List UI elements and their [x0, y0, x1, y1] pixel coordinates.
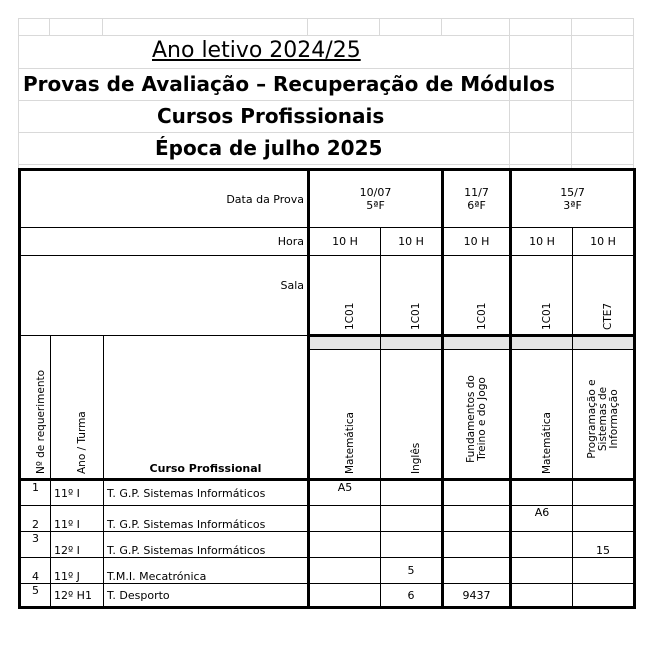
turma-cell: 11º J [51, 558, 104, 584]
spacer-cell [443, 336, 511, 350]
sala-text: 1C01 [541, 302, 554, 330]
grade-cell [309, 584, 381, 608]
table-row [20, 480, 635, 506]
grade-cell: 9437 [443, 584, 511, 608]
grade-cell [309, 506, 381, 532]
gridline [102, 18, 103, 35]
grade-cell: A5 [309, 480, 381, 506]
hora-cell: 10 H [443, 228, 511, 256]
disciplina-text: Programação e Sistemas de Informação [586, 379, 621, 459]
spacer-cell [511, 336, 573, 350]
turma-header [51, 336, 104, 480]
requerimento-label: Nº de requerimento [34, 369, 47, 474]
grade-cell [443, 480, 511, 506]
grade-cell [573, 506, 635, 532]
hora-cell: 10 H [573, 228, 635, 256]
grade-cell [573, 584, 635, 608]
date-1: 10/07 [359, 186, 392, 199]
date-cell-3 [511, 170, 635, 228]
hora-cell: 10 H [511, 228, 573, 256]
sala-cell [443, 256, 511, 336]
curso-header: Curso Profissional [104, 336, 309, 480]
disciplina-cell [443, 350, 511, 480]
disciplina-text: Fundamentos do Treino e do Jogo [464, 375, 488, 463]
grade-cell [381, 506, 443, 532]
sala-text: 1C01 [475, 302, 488, 330]
grade-cell [511, 480, 573, 506]
curso-cell: T. Desporto [104, 584, 309, 608]
sala-text: 1C01 [344, 302, 357, 330]
sala-cell [573, 256, 635, 336]
date-3: 15/7 [560, 186, 585, 199]
spacer-cell [381, 336, 443, 350]
grade-cell [309, 532, 381, 558]
gridline [18, 18, 634, 19]
hora-cell: 10 H [381, 228, 443, 256]
turma-cell: 11º I [51, 480, 104, 506]
curso-cell: T. G.P. Sistemas Informáticos [104, 532, 309, 558]
disciplina-cell [511, 350, 573, 480]
turma-cell: 11º I [51, 506, 104, 532]
curso-cell: T. G.P. Sistemas Informáticos [104, 480, 309, 506]
grade-cell [381, 532, 443, 558]
exam-table [18, 168, 636, 609]
grade-cell [381, 480, 443, 506]
spacer-cell [309, 336, 381, 350]
disciplina-text: Matemática [344, 412, 357, 474]
gridline [379, 18, 380, 35]
grade-cell: 5 [381, 558, 443, 584]
day-2: 6ªF [467, 199, 486, 212]
turma-cell: 12º I [51, 532, 104, 558]
grade-cell: A6 [511, 506, 573, 532]
req-number: 1 [20, 480, 51, 506]
gridline [18, 35, 634, 36]
sala-text: CTE7 [602, 302, 615, 330]
sala-cell [511, 256, 573, 336]
sala-text: 1C01 [410, 302, 423, 330]
gridline [18, 68, 634, 69]
disciplina-text: Matemática [541, 412, 554, 474]
hora-cell: 10 H [309, 228, 381, 256]
gridline [18, 164, 634, 165]
grade-cell [573, 558, 635, 584]
gridline [307, 18, 308, 35]
grade-cell: 15 [573, 532, 635, 558]
date-cell-2 [443, 170, 511, 228]
gridline [18, 18, 19, 168]
disciplina-cell [381, 350, 443, 480]
date-cell-1 [309, 170, 443, 228]
req-number: 3 [20, 532, 51, 558]
requerimento-header [20, 336, 51, 480]
exam-title: Provas de Avaliação – Recuperação de Módulos [23, 72, 555, 96]
sala-cell [309, 256, 381, 336]
school-year-title: Ano letivo 2024/25 [152, 38, 361, 63]
disciplina-text: Inglês [410, 442, 423, 474]
grade-cell [573, 480, 635, 506]
req-number: 2 [20, 506, 51, 532]
table-row [20, 558, 635, 584]
curso-cell: T.M.I. Mecatrónica [104, 558, 309, 584]
gridline [18, 100, 634, 101]
table-row [20, 532, 635, 558]
spacer-cell [573, 336, 635, 350]
grade-cell [443, 506, 511, 532]
turma-cell: 12º H1 [51, 584, 104, 608]
grade-cell: 6 [381, 584, 443, 608]
courses-title: Cursos Profissionais [157, 104, 385, 128]
gridline [441, 18, 442, 35]
req-number: 5 [20, 584, 51, 608]
date-2: 11/7 [464, 186, 489, 199]
disciplina-cell [309, 350, 381, 480]
req-number: 4 [20, 558, 51, 584]
turma-label: Ano / Turma [76, 411, 88, 474]
data-label: Data da Prova [20, 170, 309, 228]
gridline [18, 132, 634, 133]
sala-cell [381, 256, 443, 336]
table-row [20, 506, 635, 532]
sala-label: Sala [20, 256, 309, 336]
grade-cell [511, 532, 573, 558]
curso-cell: T. G.P. Sistemas Informáticos [104, 506, 309, 532]
day-3: 3ªF [563, 199, 582, 212]
disciplina-cell [573, 350, 635, 480]
season-title: Época de julho 2025 [155, 136, 383, 160]
grade-cell [511, 584, 573, 608]
table-row [20, 584, 635, 608]
day-1: 5ªF [366, 199, 385, 212]
grade-cell [511, 558, 573, 584]
grade-cell [443, 532, 511, 558]
hora-label: Hora [20, 228, 309, 256]
gridline [49, 18, 50, 35]
grade-cell [443, 558, 511, 584]
grade-cell [309, 558, 381, 584]
